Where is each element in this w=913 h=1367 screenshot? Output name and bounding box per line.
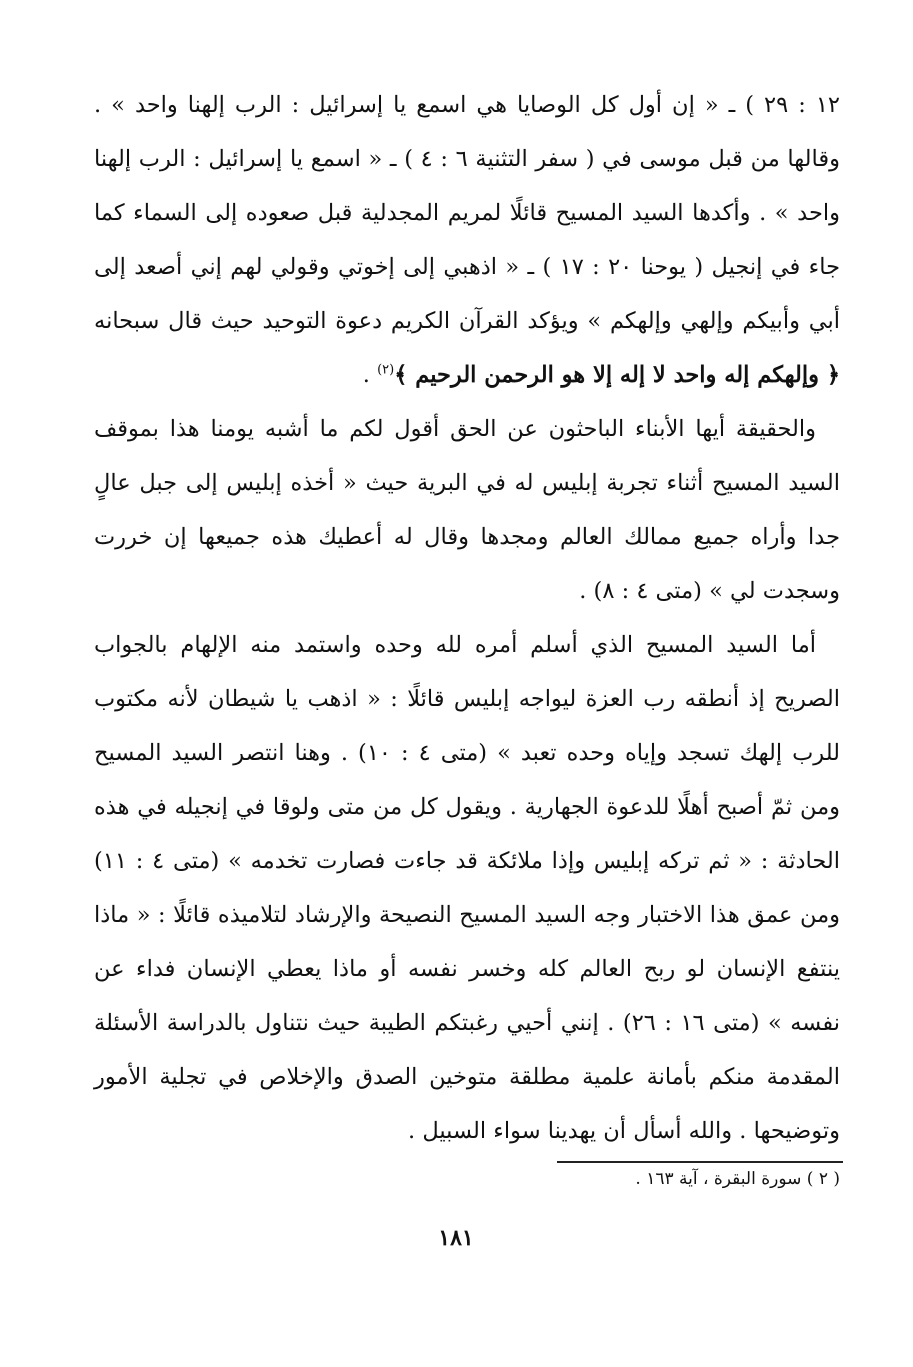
paragraph-1	[94, 78, 840, 402]
paragraph-1-text: ١٢ : ٢٩ ) ـ « إن أول كل الوصايا هي اسمع يا إسرائيل : الرب إلهنا واحد » . وقالها من قبل موسى في ( سفر التثنية ٦ : ٤ ) ـ « اسمع يا إسرائيل : الرب إلهنا واحد » . وأكدها السيد المسيح قائلًا لمريم المجدلية قبل صعوده إلى السماء كما جاء في إنجيل ( يوحنا ٢٠ : ١٧ ) ـ « اذهبي إلى إخوتي وقولي لهم إني أصعد إلى أبي وأبيكم وإلهي وإلهكم » ويؤكد القرآن الكريم دعوة التوحيد حيث قال سبحانه	[94, 92, 840, 334]
footnote: ( ٢ ) سورة البقرة ، آية ١٦٣ .	[635, 1169, 840, 1189]
paragraph-3: أما السيد المسيح الذي أسلم أمره لله وحده واستمد منه الإلهام بالجواب الصريح إذ أنطقه رب العزة ليواجه إبليس قائلًا : « اذهب يا شيطان لأنه مكتوب للرب إلهك تسجد وإياه وحده تعبد » (متى ٤ : ١٠) . وهنا انتصر السيد المسيح ومن ثمّ أصبح أهلًا للدعوة الجهارية . ويقول كل من متى ولوقا في إنجيله في هذه الحادثة : « ثم تركه إبليس وإذا ملائكة قد جاءت فصارت تخدمه » (متى ٤ : ١١) ومن عمق هذا الاختبار وجه السيد المسيح النصيحة والإرشاد لتلاميذه قائلًا : « ماذا ينتفع الإنسان لو ربح العالم كله وخسر نفسه أو ماذا يعطي الإنسان فداء عن نفسه » (متى ١٦ : ٢٦) . إنني أحيي رغبتكم الطيبة حيث نتناول بالدراسة الأسئلة المقدمة منكم بأمانة علمية مطلقة متوخين الصدق والإخلاص في تجلية الأمور وتوضيحها . والله أسأل أن يهدينا سواء السبيل .	[94, 632, 841, 1144]
footnote-divider	[557, 1161, 843, 1163]
body-text	[94, 78, 840, 1158]
paragraph-1-end: .	[362, 362, 378, 388]
page-number: ١٨١	[438, 1225, 474, 1251]
footnote-reference: (٢)	[377, 362, 395, 378]
quran-quote: ﴿ وإلهكم إله واحد لا إله إلا هو الرحمن الرحيم ﴾	[394, 362, 840, 388]
paragraph-2: والحقيقة أيها الأبناء الباحثون عن الحق أقول لكم ما أشبه يومنا هذا بموقف السيد المسيح أثناء تجربة إبليس له في البرية حيث « أخذه إبليس إلى جبل عالٍ جدا وأراه جميع ممالك العالم ومجدها وقال له أعطيك هذه جميعها إن خررت وسجدت لي » (متى ٤ : ٨) .	[94, 416, 840, 604]
